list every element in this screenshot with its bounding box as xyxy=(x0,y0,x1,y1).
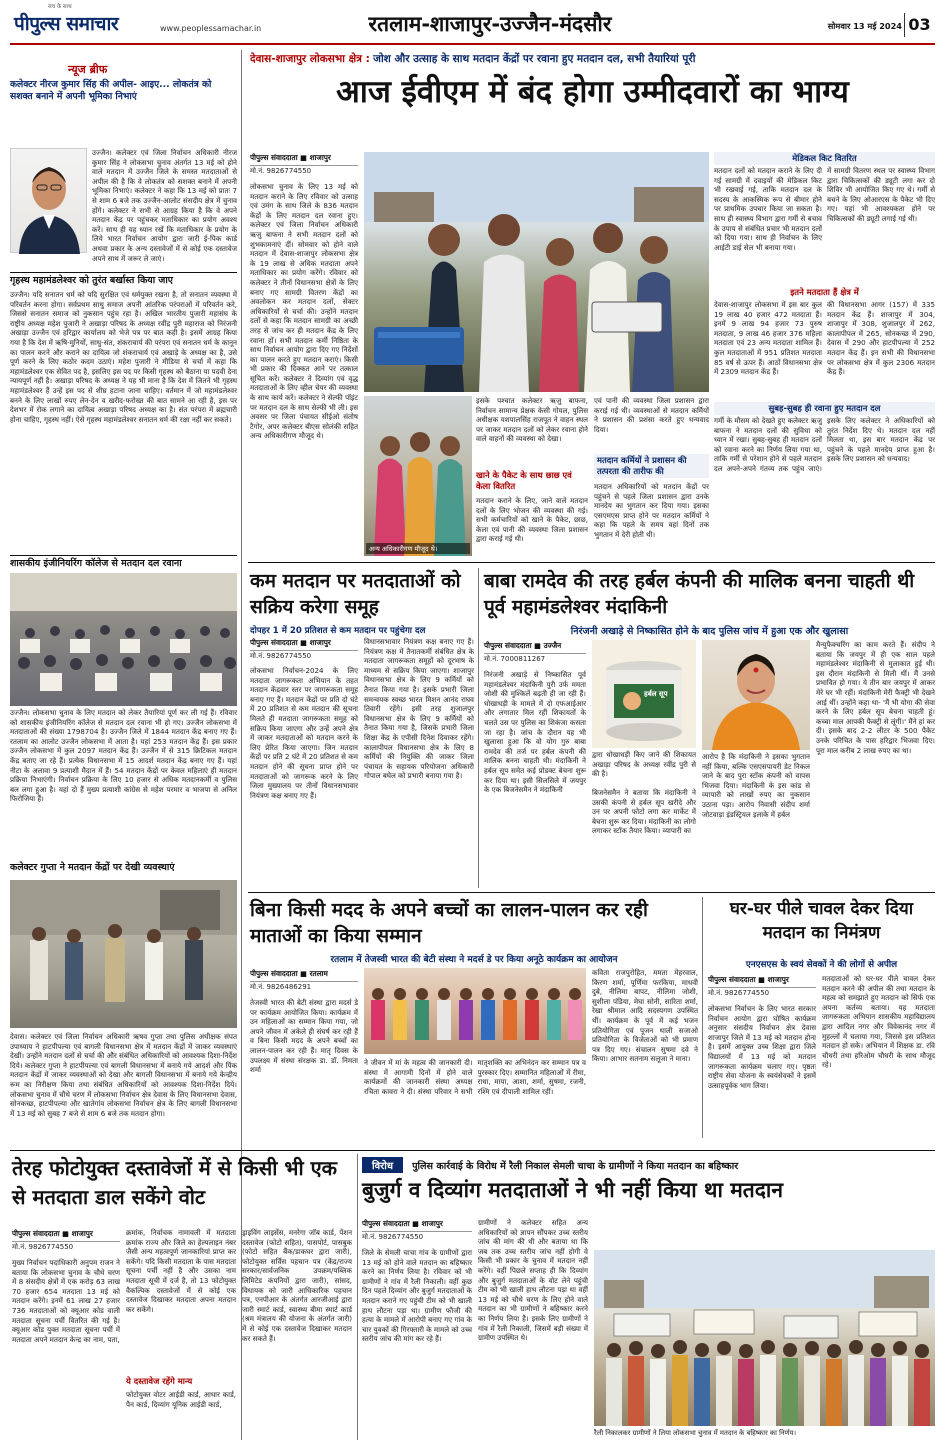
lead-photo-main xyxy=(364,152,709,392)
divider xyxy=(10,1150,935,1151)
mandakini-photo-caption: आरोप है कि मंदाकिनी ने इसका भुगतान नहीं किया, बल्कि एसएसपायरी डेट निकल जाने के बाद पुरा स्टॉक कंपनी को वापस भिजवा दिया। मंदाकिनी के इस कांड से व्यापारी को लाखों रुपए का नुकसान उठाना पड़ा। आरोप निवासी संदीप शर्मा जोटवाड़ा इंडस्ट्रियल इलाके में हर्बल xyxy=(702,752,810,819)
low-turnout-col2: विधानसभावार नियंत्रण कक्ष बनाए गए हैं। नियंत्रण कक्ष में तैनातकर्मी संबंधित क्षेत्र के मतदाता जागरूकता समूहों को दूरभाष के माध्यम से सक्रिय किया जाएगा। शाजापुर विधानसभा क्षेत्र के लिए 9 कर्मियों को तैनात किया गया है। इसके प्रभारी जिला समन्वयक स्वच्छ भारत मिशन आनंद राघव तिवारी रहेंगे। इसी तरह शुजालपुर विधानसभा क्षेत्र के लिए 9 कर्मियों को तैनात किया गया है, जिसके प्रभारी जिला शिक्षा केंद्र के एपीसी दिनेश दिवाकर रहेंगे। कालापीपल विधानसभा क्षेत्र के लिए 8 कर्मियों की नियुक्ति की जाकर जिला पंचायत के सहायक परियोजना अधिकारी गोपाल बघेल को प्रभारी बनाया गया है। xyxy=(364,637,474,781)
mandakini-col1: निरंजनी अखाड़े से निष्कासित पूर्व महामंडलेश्वर मंदाकिनी पुरी उर्फ ममता जोशी की मुश्किलें बढ़ती ही जा रही हैं। धोखाधड़ी के मामले में दो एफआईआर और लगातार मिल रहीं शिकायतों के चलते उस पर पुलिस का शिकंजा कसता जा रहा है। जांच के दौरान यह भी खुलासा हुआ कि वो योग गुरु बाबा रामदेव की तर्ज पर हर्बल कंपनी की मालिक बनना चाहती थी। मंदाकिनी ने हर्बल सूप समेत कई प्रोडक्ट बेचना शुरू कर दिया था। इसी सिलसिले में जयपुर के एक बिजनेसमैन ने मंदाकिनी xyxy=(484,670,586,795)
lead-subhead-4: इतने मतदाता हैं क्षेत्र में xyxy=(790,287,859,297)
herbal-product-label: हर्बल सूप xyxy=(644,690,668,698)
mothers-col3: कविता राजपुरोहित, ममता मेहरवाल, किरण शर्मा, पूर्णिमा फरकिया, माधवी दुबे, नीलिमा बापट, नीलिमा जोशी, सुशीला पंडिया, मेघा सोनी, सारिता शर्मा, रेखा श्रीमाल आदि सदस्यगण उपस्थित थीं। कार्यक्रम के पूर्व में कई भजन प्रतियोगिता एवं पूजन थाली सजाओ प्रतियोगिता के विजेताओं को भी प्रमाण पत्र दिए गए। संचालन सुषमा दवे ने किया। आभार सतनाम सलूजा ने माना। xyxy=(592,968,698,1064)
collector-inspection-photo xyxy=(10,880,237,1028)
mothers-byline: पीपुल्स संवाददाता ■ रतलाम xyxy=(250,968,358,982)
boycott-col1: जिले के सेमली चाचा गांव के ग्रामीणों द्वारा 13 मई को होने वाले मतदान का बहिष्कार करने का निर्णय लिया है। रविवार को भी ग्रामीणों ने गांव में रैली निकाली। वहीं कुछ दिन पहले दिव्यांग और बुजुर्ग मतदाताओं के मतदान कराने गए पहुंची टीम को भी खाली हाथ लौटना पड़ा था। ग्रामीण फौजी की हत्या के मामले में आरोपी बनाए गए गांव के चार युवकों की गिरफ्तारी के मामले को उच्च स्तरीय जांच की मांग कर रहे हैं। xyxy=(362,1248,472,1344)
mothers-col1: तेजस्वी भारत की बेटी संस्था द्वारा मदर्स डे पर कार्यक्रम आयोजित किया। कार्यक्रम में उन महिलाओं का सम्मान किया गया, जो अपने जीवन में अकेले ही संघर्ष कर रही हैं व बिना किसी मदद के अपने बच्चों का लालन-पालन कर रही हैं। मातृ दिवस के उपलक्ष्य में संस्था संरक्षक डा. डॉ. निमता शर्मा xyxy=(250,998,358,1075)
lead-col5b: की विधानसभा आगर (157) में 335 मतदान केंद्र हैं। शाजापुर में 304, शाजापुर में 308, शुजालपुर में 262, कालापीपल में 265, सोनकच्छ में 290, देवास में 290 और हाटपीपल्या में 252 मतदान केंद्र हैं। इन सभी की विधानसभा पर लोकसभा क्षेत्र में कुल 2306 मतदान केंद्र हैं। xyxy=(827,300,935,377)
lead-subhead-2: मतदान कर्मियों ने प्रशासन की तत्परता की तारीफ की xyxy=(594,454,709,478)
voter-id-byline-block xyxy=(12,1228,120,1254)
column-divider xyxy=(478,568,479,888)
newsbrief-headline-2[interactable]: गृहस्थ महामंडलेश्वर को तुरंत बर्खास्त किया जाए xyxy=(10,275,173,286)
brand-logo[interactable] xyxy=(14,4,159,38)
lead-subhead-5: सुबह-सुबह ही रवाना हुए मतदान दल xyxy=(714,402,935,415)
divider xyxy=(248,892,935,893)
mothers-headline[interactable]: बिना किसी मदद के अपने बच्चों का लालन-पालन कर रही माताओं का किया सम्मान xyxy=(250,899,648,947)
lead-byline-block xyxy=(250,152,358,178)
website-link[interactable]: www.peoplessamachar.in xyxy=(160,24,262,33)
yellow-rice-byline: पीपुल्स संवाददाता ■ शाजापुर xyxy=(708,974,816,988)
divider xyxy=(10,555,237,556)
low-turnout-col1: लोकसभा निर्वाचन-2024 के लिए मतदाता जागरूकता अभियान के तहत मतदान केंद्रवार स्तर पर जागरूकता समूह बनाए गए हैं। मतदान केंद्रों पर प्रति दो घंटे में 20 प्रतिशत से कम मतदान की सूचना मिलते ही मतदाता जागरूकता समूह को सक्रिय किया जाएगा और उन्हें अपने क्षेत्र में जाकर मतदाताओं को मतदान करने के लिए प्रेरित किया जाएगा। जिन मतदान केंद्रों पर प्रति 2 घंटे में 20 प्रतिशत से कम मतदान होने की सूचना प्राप्त होने पर मतदाताओं को जागरूक करने के लिए जिला मुख्यालय पर तीनों विधानसभावार नियंत्रण कक्ष बनाए गए हैं। xyxy=(250,666,358,800)
voter-id-headline[interactable]: तेरह फोटोयुक्त दस्तावेजों में से किसी भी एक से मतदाता डाल सकेंगे वोट xyxy=(12,1156,338,1209)
collector-portrait xyxy=(10,148,87,253)
divider xyxy=(10,272,237,273)
voter-id-col3: ड्राइविंग लाइसेंस, मनरेगा जॉब कार्ड, पेंशन दस्तावेज (फोटो सहित), पासपोर्ट, पासबुक (फोटो सहित बैंक/डाकघर द्वारा जारी), फोटोयुक्त सर्विस पहचान पत्र (केंद्र/राज्य सरकार/सार्वजनिक उपक्रम/पब्लिक लिमिटेड कंपनियों द्वारा जारी), सांसद, विधायक को जारी आधिकारिक पहचान पत्र, एनपीआर के अंतर्गत आरजीआई द्वारा जारी स्मार्ट कार्ड, स्वास्थ्य बीमा स्मार्ट कार्ड (श्रम मंत्रालय की योजना के अंतर्गत जारी) में से कोई एक दस्तावेज दिखाकर मतदान कर सकते हैं। xyxy=(242,1228,352,1343)
yellow-rice-headline[interactable]: घर-घर पीले चावल देकर दिया मतदान का निमंत्रण xyxy=(729,899,914,943)
mothers-col2: ने जीवन में मां के महत्व की जानकारी दी। संस्था में आगामी दिनों में होने वाले कार्यक्रमों की जानकारी संस्था अध्यक्ष रचिता कावरा ने दी। संस्था परिवार ने सभी मातृशक्ति का अभिनंदन कर सम्मान पत्र व पुरस्कार दिए। सम्मानित महिलाओं में रीमा, राधा, माया, आशा, शर्मा, सुषमा, रजनी, रश्मि एवं दीपाली शामिल रहीं। xyxy=(364,1058,586,1096)
brand-tag: सच के साथ xyxy=(48,4,72,10)
boycott-rally-photo xyxy=(594,1250,935,1426)
lead-deck: जोश और उत्साह के साथ मतदान केंद्रों पर रवाना हुए मतदान दल, सभी तैयारियां पूरी xyxy=(373,53,696,65)
newsbrief-label: न्यूज ब्रीफ xyxy=(68,63,108,76)
mothers-group-photo xyxy=(364,968,586,1054)
boycott-kicker: पुलिस कार्रवाई के विरोध में रैली निकाल सेमली चाचा के ग्रामीणों ने किया मतदान का बहिष्कार xyxy=(412,1161,739,1172)
lead-photo-caption: अन्य अधिकारीगण मौजूद थे। xyxy=(366,543,470,554)
boycott-byline: पीपुल्स संवाददाता ■ शाजापुर xyxy=(362,1218,472,1232)
boycott-col2: ग्रामीणों ने कलेक्टर सहित अन्य अधिकारियों को ज्ञापन सौंपकर उच्च स्तरीय जांच की मांग की थी और बताया था कि जब तक उच्च स्तरीय जांच नहीं होगी वे किसी भी प्रकार के चुनाव में मतदान नहीं करेंगे। वहीं पिछले सप्ताह ही कि दिव्यांग और बुजुर्ग मतदाताओं के वोट लेने पहुंची टीम को भी खाली हाथ लौटना पड़ा था वहीं 13 मई को चौथे चरण के लिए होने वाले मतदान का भी ग्रामीणों ने बहिष्कार करने का निर्णय लिया है। इसके लिए ग्रामीणों ने गांव में रैली निकाली, जिसमें बड़ी संख्या में ग्रामीण उपस्थित थे। xyxy=(478,1218,588,1343)
mandakini-mobile: मो.नं. 7000811267 xyxy=(484,655,546,663)
yellow-rice-deck: एनएसएस के स्वयं सेवकों ने की लोगों से अपील xyxy=(745,960,898,970)
newsbrief-headline-1[interactable]: कलेक्टर नीरज कुमार सिंह की अपील- आइए... लोकतंत्र को सशक्त बनाने में अपनी भूमिका निभाएं xyxy=(10,79,212,102)
voter-id-col2b: फोटोयुक्त वोटर आईडी कार्ड, आधार कार्ड, पैन कार्ड, दिव्यांग यूनिक आईडी कार्ड, xyxy=(126,1390,236,1409)
voter-id-col2: क्रमांक, निर्वाचक नामावली में मतदाता क्रमांक राज्य और जिले का हेल्पलाइन नंबर जैसी अन्य महत्वपूर्ण जानकारियां प्राप्त कर सकेंगे। यदि किसी मतदाता के पास मतदाता सूचना पर्ची नहीं है और उसका नाम मतदाता सूची में दर्ज है, तो 13 फोटोयुक्त वैकल्पिक दस्तावेजों में से कोई एक दस्तावेज दिखाकर मतदाता अपना मतदान कर सकेंगे। xyxy=(126,1228,236,1314)
newsbrief-body-4: देवास। कलेक्टर एवं जिला निर्वाचन अधिकारी ऋषव गुप्ता तथा पुलिस अधीक्षक संपत उपाध्याय ने हाटपीपल्या एवं बागली विधानसभा क्षेत्र में मतदान केंद्रों में जाकर व्यवस्थाएं देखी। उन्होंने मतदान दलों से चर्चा की और संबंधित अधिकारियों को आवश्यक दिशा-निर्देश दिये। कलेक्टर गुप्ता ने हाटपीपल्या एवं बागली विधानसभा में बनाये गये आदर्श और पिंक मतदान केंद्रों में जाकर व्यवस्थाओं को देखा और बागली विधानसभा में बनाये गये केन्द्रीय रूम का निरीक्षण किया तथा संबंधित अधिकारियों को आवश्यक दिशा-निर्देश दिये। लोकसभा चुनाव में चौथे चरण में लोकसभा निर्वाचन क्षेत्र देवास के लिए विधानसभा देवास, सोनकच्छ, हाटपीपल्या और खातेगांव लोकसभा निर्वाचन क्षेत्र के लिए बागली विधानसभा में 13 मई को सुबह 7 बजे से शाम 6 बजे तक मतदान होगा। xyxy=(10,1032,237,1118)
lead-kicker: देवास-शाजापुर लोकसभा क्षेत्र : xyxy=(250,53,370,65)
lead-col3: एवं पानी की व्यवस्था जिला प्रशासन द्वारा कराई गई थी। व्यवस्थाओं से मतदान कर्मियों ने प्रशासन की प्रशंसा करते हुए धन्यवाद दिया। xyxy=(594,396,709,434)
column-divider xyxy=(702,897,703,1138)
low-turnout-deck: दोपहर 1 में 20 प्रतिशत से कम मतदान पर पहुंचेगा दल xyxy=(250,626,426,636)
mothers-deck: रतलाम में तेजस्वी भारत की बेटी संस्था ने मदर्स डे पर किया अनूठे कार्यक्रम का आयोजन xyxy=(330,955,618,965)
yellow-rice-byline-block xyxy=(708,974,816,1000)
lead-kicker-row xyxy=(250,52,935,70)
lead-subhead-1: खाने के पैकेट के साथ छाछ एवं केला वितरित xyxy=(476,470,572,491)
newsbrief-headline-4[interactable]: कलेक्टर गुप्ता ने मतदान केंद्रों पर देखी व्यवस्थाएं xyxy=(10,862,175,873)
voter-id-byline: पीपुल्स संवाददाता ■ शाजापुर xyxy=(12,1228,120,1242)
lead-mobile: मो.नं. 9826774550 xyxy=(250,167,312,175)
yellow-rice-col1: लोकसभा निर्वाचन के लिए भारत सरकार निर्वाचन आयोग द्वारा घोषित कार्यक्रम अनुसार संसदीय निर्वाचन क्षेत्र देवास शाजापुर जिले में 13 मई को मतदान होना है। इसमें आयुक्त उच्च शिक्षा द्वारा जिले विद्यालयों में 13 मई को मतदान जागरूकता कार्यक्रम चलाए गए। पृष्ठतः राष्ट्रीय सेवा योजना के स्वयंसेवकों ने इसमें उत्साहपूर्वक भाग लिया। xyxy=(708,1004,816,1090)
low-turnout-headline[interactable]: कम मतदान पर मतदाताओं को सक्रिय करेगा समूह xyxy=(250,570,461,618)
boycott-byline-block xyxy=(362,1218,472,1244)
herbal-product-photo xyxy=(592,640,696,748)
newsbrief-headline-3[interactable]: शासकीय इंजीनियरिंग कॉलेज से मतदान दल रवाना xyxy=(10,558,182,569)
issue-date: सोमवार 13 मई 2024 xyxy=(827,21,902,31)
lead-headline[interactable]: आज ईवीएम में बंद होगा उम्मीदवारों का भाग्य xyxy=(336,74,849,110)
edition-title: रतलाम-शाजापुर-उज्जैन-मंदसौर xyxy=(368,12,612,36)
boycott-label: विरोध xyxy=(362,1157,403,1173)
lead-col1: लोकसभा चुनाव के लिए 13 मई को मतदान कराने के लिए रविवार को उत्साह एवं उमंग के साथ जिले के 836 मतदान केंद्रों के लिए मतदान दल रवाना हुए। कलेक्टर एवं जिला निर्वाचन अधिकारी ऋजु बाफना ने सभी मतदान दलों को शुभकामनाएं दीं। सोमवार को होने वाले मतदान में देवास-शाजापुर लोकसभा क्षेत्र के 19 लाख से अधिक मतदाता अपने मताधिकार का प्रयोग करेंगे। रविवार को कलेक्टर ने तीनों विधानसभा क्षेत्रों के लिए बनाए गए सामग्री वितरण केंद्रों का अवलोकन कर मतदान दलों, सेक्टर अधिकारियों से चर्चा की। उन्होंने मतदान दलों से कहा कि मतदान सामग्री का अच्छी तरह से जांच कर ही मतदान केंद्र के लिए रवाना हों। सभी मतदान कर्मी निष्ठिता के साथ निर्वाचन आयोग द्वारा दिए गए निर्देशों का पालन करते हुए मतदान कराएं। किसी भी प्रकार की दिक्कत आने पर तत्काल सूचित करें। कलेक्टर ने दिव्यांग एवं वृद्ध मतदाताओं के लिए व्हील चेयर की व्यवस्था के साथ कार्य करें। कलेक्टर ने सेल्फी पॉइंट पर मतदान दल के साथ सेल्फी भी ली। इस अवसर पर जिला पंचायत सीईओ संतोष टैगोर, अपर कलेक्टर बीएस सोलंकी सहित अन्य अधिकारीगण मौजूद थे। xyxy=(250,182,358,441)
mandakini-byline: पीपुल्स संवाददाता ■ उज्जैन xyxy=(484,640,586,654)
mothers-byline-block xyxy=(250,968,358,994)
lead-col4: मतदान दलों को मतदान कराने के लिए दी गई सामग्री में दवाइयों की मेडिकल किट भी रखवाई गई, ताकि मतदान दल के सदस्य के आकस्मिक रूप से बीमार होने पर प्राथमिक उपचार किया जा सकता है। साथ ही स्वास्थ्य विभाग द्वारा गर्मी से बचाव के उपाय से संबंधित प्रचार भी मतदान दलों को दिया गया। साथ ही निर्वाचन के लिए आईटी डाई सेल भी बनाया गया। xyxy=(714,166,822,252)
mandakini-headline[interactable]: बाबा रामदेव की तरह हर्बल कंपनी की मालिक बनना चाहती थी पूर्व महामंडलेश्वर मंदाकिनी xyxy=(484,570,915,618)
boycott-photo-caption: रैली निकालकर ग्रामीणों ने लिया लोकसभा चुनाव में मतदान के बहिष्कार का निर्णय। xyxy=(594,1429,797,1437)
boycott-headline[interactable]: बुजुर्ग व दिव्यांग मतदाताओं ने भी नहीं किया था मतदान xyxy=(362,1178,783,1202)
lead-col2b: मतदान कराने के लिए, जाने वाले मतदान दलों के लिए भोजन की व्यवस्था की गई। सभी कर्मचारियों को खाने के पैकेट, छाछ, केला एवं पानी की व्यवस्था जिला प्रशासन द्वारा कराई गई थी। xyxy=(476,496,588,544)
lead-col3b: मतदान अधिकारियों को मतदान केंद्रों पर पहुंचने से पहले जिला प्रशासन द्वारा उनके मानदेय का भुगतान कर दिया गया। इसका एसएमएस प्राप्त होने पर मतदान कर्मियों ने कहा कि पहले के समय वहां दिनों तक भुगतान में देरी होती थी। xyxy=(594,482,709,539)
page-number: 03 xyxy=(904,13,934,37)
lead-col5: में सामग्री वितरण स्थल पर स्वास्थ्य विभाग द्वारा चिकित्सकों की ड्यूटी लगा कर दो शिविर भी आयोजित किए गए थे। गर्मी से बचने के लिए ओआरएस के पैकेट भी दिए गए। यहां भी आवश्यकता होने पर चिकित्सकों की ड्यूटी लगाई गई थी। xyxy=(827,166,935,223)
mandakini-col3: मैन्युफैक्चरिंग का काम करते हैं। संदीप ने बताया कि जयपुर में ही एक साल पहले महामंडलेश्वर मंदाकिनी से मुलाकात हुई थी। इस दौरान मंदाकिनी से मिली थीं। मैं उनसे प्रभावित हो गया। ये तीन बार जयपुर में आकर मेरे घर भी रहीं। मंदाकिनी मेरी फैक्ट्री भी देखने आई थीं। उन्होंने कहा था- 'मैं भी योगा की सेवा करने के लिए हर्बल सूप बेचना चाहती हूं। कच्चा माल आपकी फैक्ट्री से लूंगी।' मैंने हां कर दी। इसके बाद 2-2 लीटर के 500 पैकेट उनके परिचित के पास हरिद्वार भिजवा दिए। पूरा माल करीब 2 लाख रुपए का था। xyxy=(816,640,935,755)
lead-col4b: देवास-शाजापुर लोकसभा में इस बार कुल 19 लाख 40 हजार 472 मतदाता हैं। इनमें 9 लाख 94 हजार 73 पुरुष मतदाता, 9 लाख 46 हजार 376 महिला मतदाता एवं 23 अन्य मतदाता शामिल हैं। कुल मतदाताओं में 951 प्रतिशत मतदाता 85 वर्ष से ऊपर हैं। आठों विधानसभा क्षेत्र में 2309 मतदान केंद्र हैं। xyxy=(714,300,822,377)
mandakini-byline-block xyxy=(484,640,586,666)
mandakini-product-caption: द्वारा धोखाधड़ी किए जाने की शिकायत अखाड़ा परिषद के अध्यक्ष रवींद्र पुरी से की है। xyxy=(592,750,696,779)
newsbrief-body-3: उज्जैन। लोकसभा चुनाव के लिए मतदान को लेकर तैयारियां पूर्ण कर ली गई हैं। रविवार को शासकीय इंजीनियरिंग कॉलेज से मतदान दल रवाना भी हो गए। उज्जैन लोकसभा में मतदाताओं की संख्या 1798704 है। उज्जैन जिले में 1844 मतदान केंद्र बनाए गए हैं। रतलाम का आलोट उज्जैन लोकसभा में आता है। यहां 253 मतदान केंद्र हैं। इस प्रकार उज्जैन लोकसभा में कुल 2097 मतदान केंद्र हैं। उज्जैन में से 315 क्रिटिकल मतदान केंद्र बताए जा रहे हैं। प्रत्येक विधानसभा में 15 आदर्श मतदान केंद्र बनाए गए हैं। यहां नीटा के अलावा 9 प्रत्याशी मैदान में हैं। 54 मतदान केंद्रों पर केवल महिलाएं ही मतदान प्रक्रिया निभाएंगी। निर्वाचन प्रक्रिया के लिए 10 हजार से अधिक मतदानकर्मी व पुलिस बल लगा हुआ है। यहां दो हैं मुख्य प्रत्याशी कांग्रेस से महेश परमार व भाजपा से अनिल फिरोजिया हैं। xyxy=(10,708,237,804)
voter-id-col1: मुख्य निर्वाचन पदाधिकारी अनुपम राजन ने बताया कि लोकसभा चुनाव के चौथे चरण में 8 संसदीय क्षेत्रों में एक करोड़ 63 लाख 70 हजार 654 मतदाता 13 मई को मतदान करेंगे। इनमें 61 लाख 27 हजार 736 मतदाताओं को क्यूआर कोड वाली मतदाता सूचना पर्ची वितरित की गई है। क्यूआर कोड युक्त मतदाता सूचना पर्ची में मतदाता अपने मतदान केन्द्र का नाम, पता, xyxy=(12,1258,120,1344)
lead-byline: पीपुल्स संवाददाता ■ शाजापुर xyxy=(250,152,358,166)
low-turnout-mobile: मो.नं. 9826774550 xyxy=(250,652,312,660)
brand-name: पीपुल्स समाचार xyxy=(14,13,119,35)
mandakini-col2: बिजनेसमैन ने बताया कि मंदाकिनी ने उसकी कंपनी से हर्बल सूप खरीदे और उन पर अपनी फोटो लगा कर मार्केट में बेचना शुरू कर दिया। मंदाकिनी का लोगो लगाकर स्टॉक तैयार किया। व्यापारी का xyxy=(592,788,696,836)
mothers-mobile: मो.नं. 9826486291 xyxy=(250,983,312,991)
yellow-rice-col2: मतदाताओं को घर-घर पीले चावल देकर मतदान करने की अपील की तथा मतदान के महत्व को समझाते हुए मतदान को सिर्फ एक अपना कर्तव्य बताया। यह मतदाता जागरूकता अभियान शासकीय महाविद्यालय द्वारा आदिल नगर और विवेकानंद नगर में मुहल्लों में चलाया गया, जिससे इस प्रतिशत मतदान हो सके। अभियान में शिक्षक डा. रवि चौधरी तथा हरिओम चौधरी के साथ मौजूद रहे। xyxy=(822,974,935,1070)
low-turnout-byline-block xyxy=(250,637,358,663)
mandakini-portrait xyxy=(702,640,810,750)
engineering-college-photo xyxy=(10,573,237,706)
column-divider xyxy=(357,1154,358,1440)
lead-col2: इसके पश्चात कलेक्टर ऋजु बाफना, निर्वाचन सामान्य प्रेक्षक केसी गोयल, पुलिस अधीक्षक यशपालसिंह राजपूत ने वाहन स्थल पर जाकर मतदान दलों को लेकर रवाना होने वाले वाहनों की व्यवस्था को देखा। xyxy=(476,396,588,444)
newsbrief-body-2: उज्जैन। यदि सनातन धर्म को यदि सुरक्षित एवं धर्मयुक्त रखना है, तो सनातन व्यवस्था में परिवर्तन करना होगा। सर्वप्रथम साधु समाज अपनी आंतरिक परंपराओं में परिवर्तन करे, जिससे सनातन समाज को नुकसान पहुंच रहा है। अखिल भारतीय पुजारी महासंघ के राष्ट्रीय अध्यक्ष महेश पुजारी ने अखाड़ा परिषद के अध्यक्ष रवींद्र पुरी महाराज को निरंजनी अखाड़ा उज्जैन एवं हरिद्वार कार्यालय को भेजे पत्र पर बात कही है। इसमें आग्रह किया गया है कि देश में ऋषि-मुनियों, साधु-संत, शंकराचार्य की परंपरा एवं सनातन धर्म के कानून का पालन करने और कराने का दायित्व जो शंकराचार्य एवं अखाड़े के अध्यक्ष का है, उसे पूर्ण करने के लिए कठोर कदम उठाएं। महेश पुजारी ने मीडिया से चर्चा में कहा कि महामंडलेश्वर एक सेवित पद है, इसलिए इस पद पर किसी गृहस्थ को बैठाना या पदवी देना न्यायपूर्ण नहीं है। अखाड़ा परिषद के अध्यक्ष ने यह भी माना है कि देश में जितने भी गृहस्थ महामंडलेश्वर हैं उन्हें इस पद से शीघ्र हटाना जाना चाहिए। वर्तमान में जो महामंडलेश्वर बनने के लिए लाखों रुपए लेन-देन व खरीद-फरोख्त की बात सामने आ रही है, इस पर देशभर में रोक लगाने का दायित्व अखाड़ा परिषद अध्यक्ष का है। संत परंपरा में ब्रह्मचारी होना चाहिए, गृहस्थ नहीं। ऐसे गृहस्थ महामंडलेश्वर सनातन धर्म की रक्षा नहीं कर सकते। xyxy=(10,290,238,424)
mandakini-deck: निरंजनी अखाड़े से निष्कासित होने के बाद पुलिस जांच में हुआ एक और खुलासा xyxy=(570,626,849,637)
lead-photo-women xyxy=(364,396,472,556)
lead-col5c: गर्मी के मौसम को देखते हुए कलेक्टर ऋजु बाफना ने मतदान दलों की सुविधा को ध्यान में रखा। सुबह-सुबह ही मतदान दलों को रवाना करने का निर्णय लिया गया था, ताकि गर्मी से परेशान होने से पहले मतदान दल अपने-अपने गंतव्य तक पहुंच जाएं। इसके लिए कलेक्टर ने अधिकारियों को तुरंत निर्देश दिए थे। मतदान दल नहीं मिलता था, इस बार मतदान केंद्र पर पहुंचने के पहले मानदेय प्राप्त हुआ है। इसके लिए प्रशासन को धन्यवाद। xyxy=(714,416,935,473)
yellow-rice-mobile: मो.नं. 9826774550 xyxy=(708,989,770,997)
voter-id-mobile: मो.नं. 9826774550 xyxy=(12,1243,74,1251)
masthead xyxy=(0,0,945,44)
divider xyxy=(248,562,935,563)
masthead-rule xyxy=(10,43,935,45)
lead-subhead-3: मेडिकल किट वितरित xyxy=(714,152,935,165)
boycott-mobile: मो.नं. 9826774550 xyxy=(362,1233,424,1241)
boycott-kicker-row xyxy=(362,1154,935,1172)
low-turnout-byline: पीपुल्स संवाददाता ■ शाजापुर xyxy=(250,637,358,651)
newsbrief-body-1: उज्जैन। कलेक्टर एवं जिला निर्वाचन अधिकारी नीरज कुमार सिंह ने लोकसभा चुनाव अंतर्गत 13 मई को होने वाले मतदान में उज्जैन जिले के समस्त मतदाताओं से अपील की है कि वे लोकतंत्र को सशक्त बनाने में अपनी भूमिका निभाएं। कलेक्टर ने कहा कि 13 मई को प्रातः 7 से शाम 6 बजे तक उज्जैन-आलोट संसदीय क्षेत्र में चुनाव होंगे। कलेक्टर ने सभी से आग्रह किया है कि वे अपने मतदान केंद्र पर पहुंचकर मताधिकार का प्रयोग अवश्य करें। साथ ही यह ध्यान रखें कि मताधिकार के प्रयोग के लिये भारत निर्वाचन आयोग द्वारा जारी ई-पिक कार्ड अथवा प्रकार के अन्य दस्तावेजों में से कोई एक दस्तावेज अपने साथ में जरूर ले जाएं। xyxy=(92,148,237,263)
voter-id-subhead: ये दस्तावेज रहेंगे मान्य xyxy=(126,1376,193,1386)
